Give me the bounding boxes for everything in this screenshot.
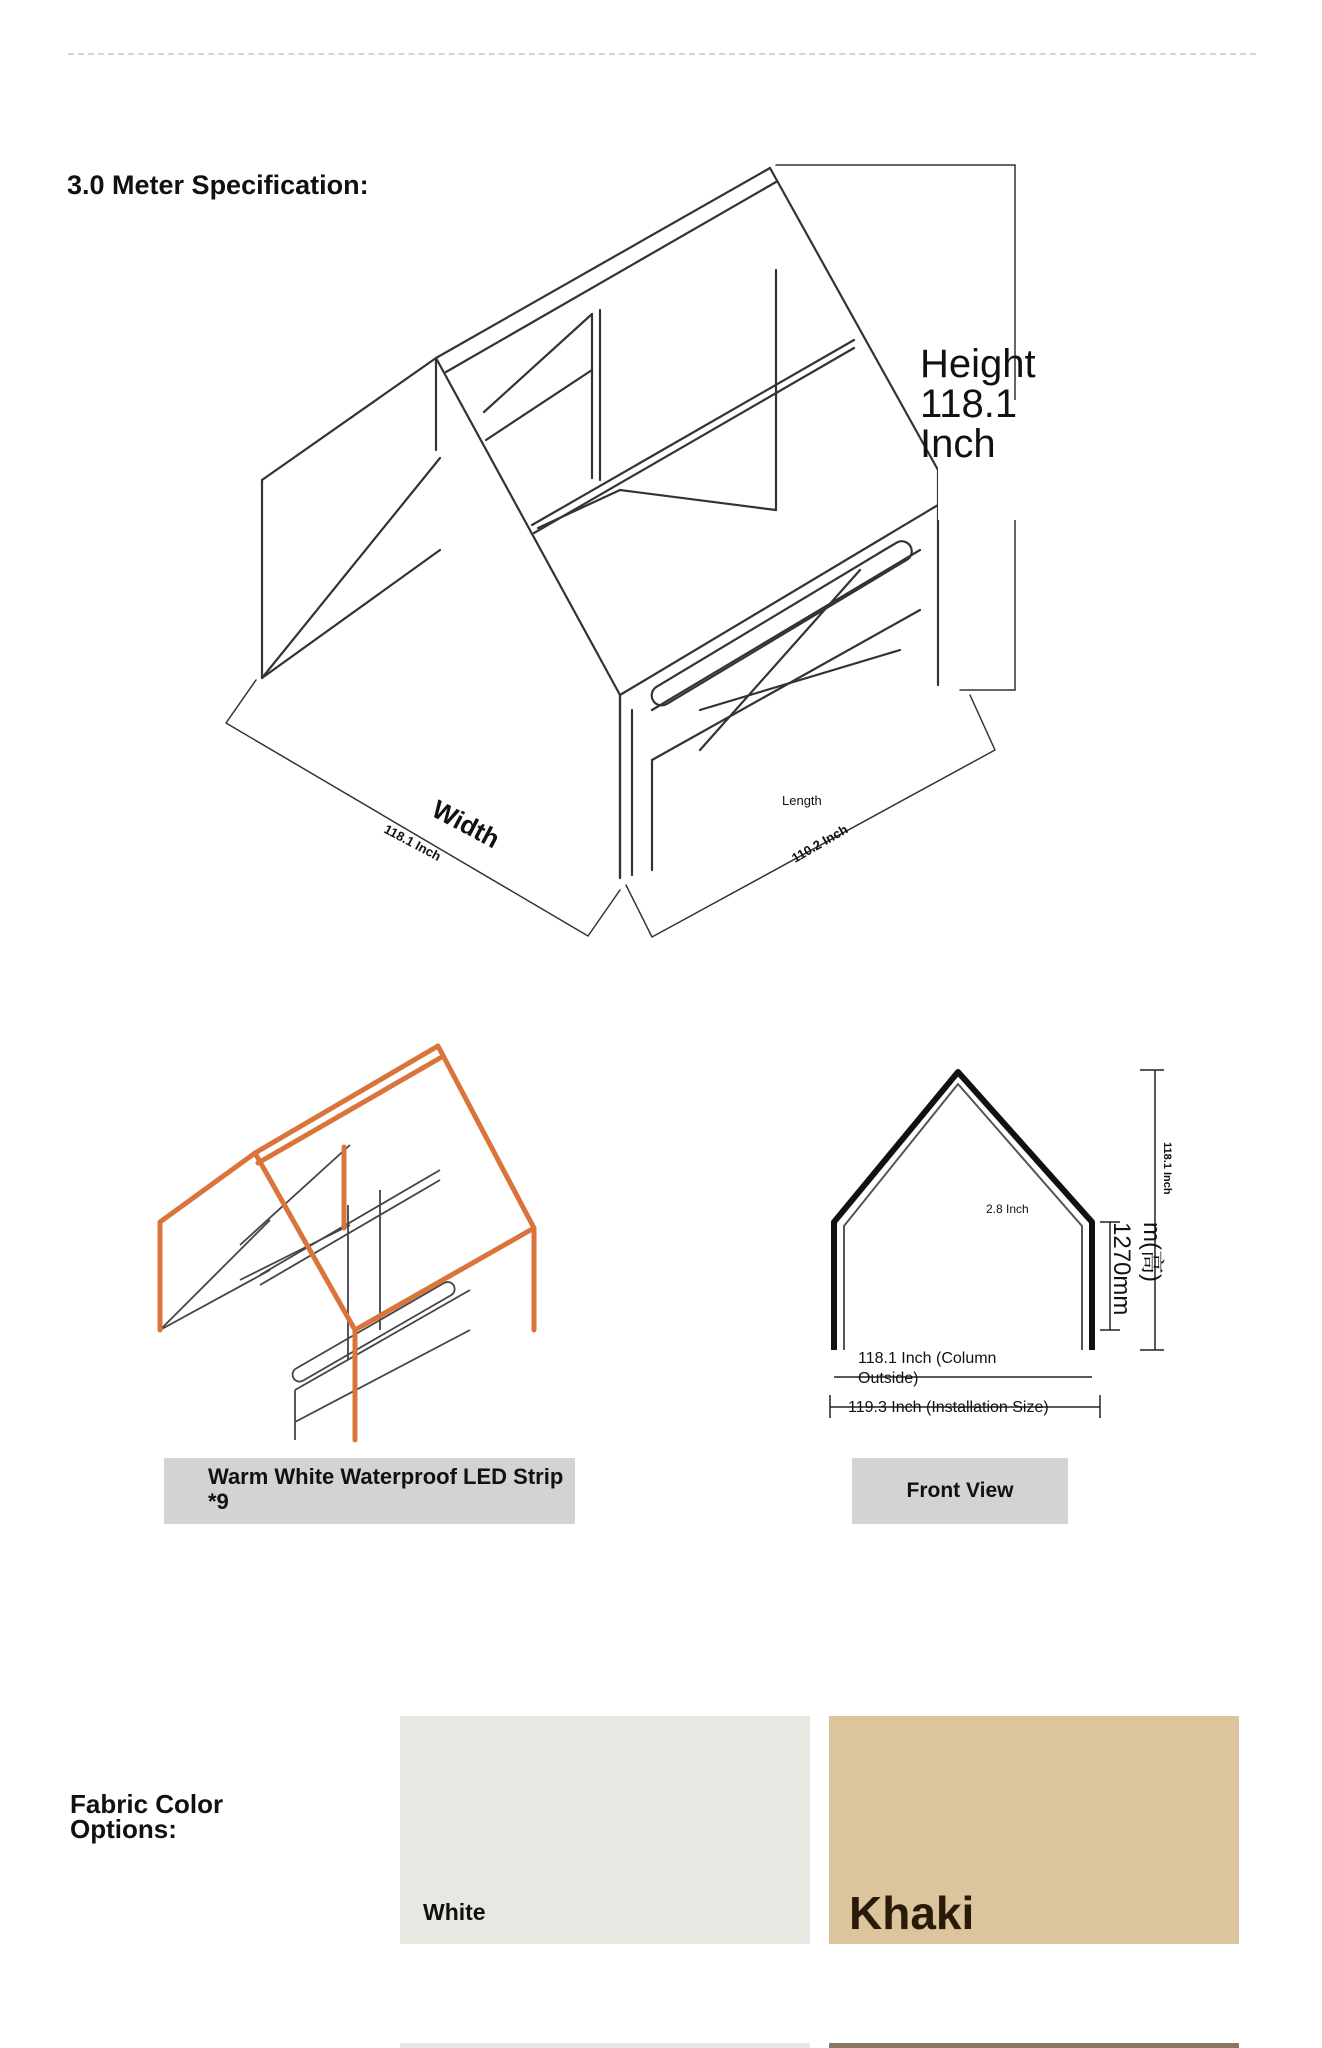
fabric-swatch-khaki[interactable] (829, 1716, 1239, 1944)
front-height-dim: 118.1 Inch (1161, 1142, 1173, 1195)
front-side-dim: 1270mm (1108, 1222, 1135, 1316)
back-gable-frame (770, 168, 938, 685)
fabric-swatch-next (829, 2043, 1239, 2048)
fabric-title (70, 1789, 224, 1844)
dashed-divider (68, 53, 1256, 55)
height-label (920, 344, 1036, 464)
fabric-swatch-white[interactable] (400, 1716, 810, 1944)
fabric-swatch-label: Khaki (849, 1887, 975, 1939)
tent-isometric-diagram (0, 150, 1322, 950)
led-strip-diagram (140, 1030, 560, 1450)
fabric-title-line1: Fabric Color (70, 1789, 224, 1819)
fabric-swatch-next (400, 2043, 810, 2048)
led-strip-highlight (160, 1046, 534, 1440)
section-title: 3.0 Meter Specification: (67, 170, 369, 200)
front-column-dim-line1: 118.1 Inch (Column (858, 1350, 997, 1367)
width-value: 118.1 Inch (381, 821, 444, 864)
front-view-caption: Front View (852, 1458, 1068, 1524)
led-caption: Warm White Waterproof LED Strip *9 (164, 1458, 575, 1524)
front-side-dim-partial: m(高) (1138, 1222, 1165, 1282)
ridge-beam (436, 168, 770, 358)
front-install-dim: 119.3 Inch (Installation Size) (848, 1399, 1049, 1416)
front-view-diagram (800, 1050, 1180, 1430)
height-label-line1: Height (920, 342, 1036, 386)
width-label: Width (427, 793, 505, 855)
fabric-title-line2: Options: (70, 1814, 177, 1844)
front-rafter-dim: 2.8 Inch (986, 1202, 1029, 1216)
front-frame (834, 1072, 1092, 1350)
length-label: Length (782, 793, 822, 808)
length-value: 110.2 Inch (789, 821, 851, 866)
fabric-swatch-label: White (423, 1899, 486, 1925)
height-label-line2: 118.1 (920, 382, 1018, 426)
height-label-line3: Inch (920, 422, 996, 466)
front-column-dim-line2: Outside) (858, 1370, 919, 1387)
